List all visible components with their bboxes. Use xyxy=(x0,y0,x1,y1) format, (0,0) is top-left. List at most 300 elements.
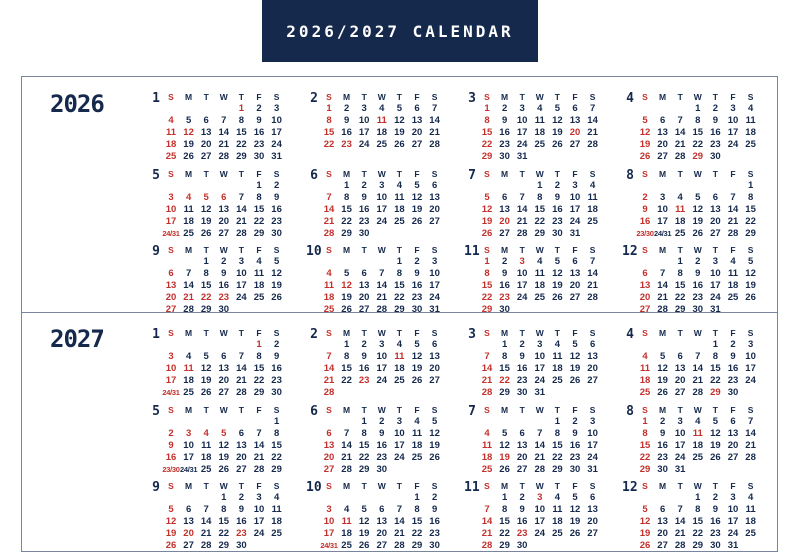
day-cell: 6 xyxy=(589,339,596,350)
day-cell: 14 xyxy=(323,204,335,216)
day-cell: 24 xyxy=(394,452,405,464)
day-cell: 18 xyxy=(745,127,756,139)
day-cell: 10 xyxy=(236,268,247,280)
day-cell: 30 xyxy=(499,304,510,316)
month-number: 6 xyxy=(310,404,318,419)
day-cell: 22 xyxy=(253,375,265,387)
day-cell: 23 xyxy=(236,528,247,540)
day-cell: 1 xyxy=(695,492,701,503)
day-cell: 28 xyxy=(745,452,756,464)
day-cell: 22 xyxy=(499,528,510,540)
day-cell: 18 xyxy=(200,452,212,464)
day-cell: 23 xyxy=(710,528,721,540)
day-cell: 25 xyxy=(200,464,212,476)
weekday-header: F xyxy=(572,481,578,491)
day-cell: 3 xyxy=(168,351,174,363)
day-cell: 23 xyxy=(358,216,370,228)
day-cell: 20 xyxy=(200,139,212,151)
day-cell: 19 xyxy=(745,280,756,292)
weekday-header: T xyxy=(396,245,402,255)
day-cell: 19 xyxy=(200,375,212,387)
day-cell: 4 xyxy=(730,256,736,267)
day-cell: 27 xyxy=(218,228,230,240)
weekday-header: M xyxy=(185,481,193,491)
day-cell: 22 xyxy=(236,139,247,151)
day-cell: 10 xyxy=(429,268,440,280)
day-cell: 21 xyxy=(376,292,388,304)
day-cell: 29 xyxy=(358,464,370,476)
day-cell: 8 xyxy=(501,504,508,516)
day-cell: 10 xyxy=(323,516,335,528)
day-cell: 29 xyxy=(710,387,721,399)
day-cell: 7 xyxy=(221,115,227,127)
day-cell: 7 xyxy=(238,351,245,363)
weekday-header: F xyxy=(730,481,736,491)
day-cell: 17 xyxy=(745,363,756,375)
day-cell: 6 xyxy=(730,416,736,427)
weekday-header: T xyxy=(396,169,402,179)
weekday-header: T xyxy=(361,92,367,102)
day-cell: 22 xyxy=(552,452,563,464)
day-cell: 11 xyxy=(411,428,423,440)
weekday-header: T xyxy=(677,405,683,415)
day-cell: 16 xyxy=(516,516,528,528)
day-cell: 17 xyxy=(253,516,265,528)
day-cell: 19 xyxy=(411,363,423,375)
day-cell: 26 xyxy=(411,375,423,387)
day-cell: 24 xyxy=(253,528,265,540)
day-cell: 18 xyxy=(394,204,405,216)
day-cell: 26 xyxy=(394,139,405,151)
day-cell: 27 xyxy=(657,151,668,163)
day-cell: 24 xyxy=(358,139,370,151)
day-cell: 5 xyxy=(572,492,578,503)
day-cell: 14 xyxy=(727,204,739,216)
day-cell: 20 xyxy=(323,452,335,464)
day-cell: 5 xyxy=(396,103,403,114)
day-cell: 30 xyxy=(710,151,721,163)
day-cell: 5 xyxy=(414,180,420,191)
day-cell: 11 xyxy=(165,127,177,139)
day-cell: 20 xyxy=(165,292,177,304)
day-cell: 14 xyxy=(587,268,598,280)
weekday-header: F xyxy=(730,92,736,102)
day-cell: 16 xyxy=(499,280,510,292)
day-cell: 25 xyxy=(394,216,405,228)
day-cell: 1 xyxy=(501,339,508,350)
weekday-header: W xyxy=(535,481,544,491)
day-cell: 16 xyxy=(429,516,440,528)
day-cell: 29 xyxy=(253,228,265,240)
day-cell: 23 xyxy=(692,292,704,304)
weekday-header: F xyxy=(572,169,578,179)
day-cell: 21 xyxy=(200,528,212,540)
day-cell: 23 xyxy=(429,528,440,540)
day-cell: 24 xyxy=(534,528,546,540)
day-cell: 19 xyxy=(165,528,177,540)
day-cell: 8 xyxy=(203,268,209,280)
day-cell: 21 xyxy=(674,139,686,151)
year-label-2026: 2026 xyxy=(50,90,104,118)
day-cell: 20 xyxy=(516,452,528,464)
day-cell: 4 xyxy=(168,115,174,127)
day-cell: 30 xyxy=(253,151,265,163)
day-cell: 25 xyxy=(692,452,704,464)
day-cell: 29 xyxy=(499,387,510,399)
day-cell: 17 xyxy=(534,363,546,375)
day-cell: 6 xyxy=(519,428,525,440)
day-cell: 27 xyxy=(499,228,510,240)
day-cell: 30 xyxy=(516,540,528,552)
day-cell: 16 xyxy=(271,204,282,216)
weekday-header: S xyxy=(747,169,754,179)
weekday-header: T xyxy=(203,481,209,491)
day-cell: 20 xyxy=(429,204,440,216)
day-cell: 23 xyxy=(710,139,721,151)
weekday-header: W xyxy=(219,245,228,255)
day-cell: 21 xyxy=(236,216,247,228)
day-cell: 2 xyxy=(256,103,262,114)
weekday-header: W xyxy=(377,328,386,338)
day-cell: 12 xyxy=(183,127,194,139)
day-cell: 3 xyxy=(185,428,192,440)
day-cell: 7 xyxy=(537,428,543,440)
weekday-header: F xyxy=(572,328,578,338)
day-cell: 19 xyxy=(218,452,230,464)
day-cell: 1 xyxy=(343,180,350,191)
day-cell: 14 xyxy=(183,280,194,292)
day-cell: 9 xyxy=(221,268,227,280)
day-cell: 24 xyxy=(710,292,721,304)
day-cell: 10 xyxy=(183,440,194,452)
day-cell: 13 xyxy=(569,115,581,127)
day-cell: 29 xyxy=(253,387,265,399)
day-cell: 27 xyxy=(569,292,581,304)
day-cell: 13 xyxy=(674,363,686,375)
day-cell: 1 xyxy=(642,416,648,427)
day-cell: 9 xyxy=(343,115,350,127)
day-cell: 7 xyxy=(203,504,209,516)
day-cell: 30 xyxy=(236,540,247,552)
day-cell: 30 xyxy=(271,387,282,399)
weekday-header: T xyxy=(203,92,209,102)
weekday-header: T xyxy=(361,481,367,491)
day-cell: 21 xyxy=(745,440,756,452)
day-cell: 2 xyxy=(519,339,525,350)
weekday-header: F xyxy=(256,169,262,179)
day-cell: 16 xyxy=(411,280,423,292)
day-cell: 18 xyxy=(253,280,265,292)
weekday-header: F xyxy=(414,92,420,102)
day-cell: 8 xyxy=(361,428,367,440)
day-cell: 16 xyxy=(341,127,352,139)
weekday-header: S xyxy=(168,481,174,491)
day-cell: 8 xyxy=(238,115,245,127)
day-cell: 3 xyxy=(396,416,403,427)
day-cell: 24 xyxy=(745,375,756,387)
day-cell: 15 xyxy=(639,440,651,452)
day-cell: 7 xyxy=(747,416,754,427)
day-cell: 25 xyxy=(165,151,177,163)
day-cell: 6 xyxy=(326,428,332,440)
day-cell: 2 xyxy=(221,256,227,267)
day-cell: 23 xyxy=(218,292,230,304)
day-cell: 5 xyxy=(501,428,508,440)
day-cell: 21 xyxy=(236,375,247,387)
day-cell: 12 xyxy=(692,204,704,216)
day-cell: 14 xyxy=(200,516,212,528)
day-cell: 28 xyxy=(534,464,546,476)
weekday-header: M xyxy=(659,328,667,338)
day-cell: 4 xyxy=(537,103,543,114)
day-cell: 8 xyxy=(712,351,719,363)
weekday-header: T xyxy=(238,328,244,338)
weekday-header: S xyxy=(431,328,438,338)
day-cell: 22 xyxy=(639,452,651,464)
day-cell: 19 xyxy=(657,375,668,387)
day-cell: 16 xyxy=(569,440,581,452)
weekday-header: T xyxy=(396,405,402,415)
day-cell: 13 xyxy=(200,127,212,139)
day-cell: 25 xyxy=(323,304,335,316)
day-cell: 8 xyxy=(677,268,683,280)
day-cell: 9 xyxy=(238,504,245,516)
day-cell: 19 xyxy=(552,127,563,139)
day-cell: 14 xyxy=(534,440,546,452)
weekday-header: S xyxy=(484,405,490,415)
weekday-header: M xyxy=(343,328,351,338)
day-cell: 8 xyxy=(343,351,350,363)
day-cell: 12 xyxy=(710,428,721,440)
day-cell: 26 xyxy=(218,464,230,476)
day-cell: 27 xyxy=(376,540,388,552)
day-cell: 28 xyxy=(674,151,686,163)
day-cell: 27 xyxy=(411,139,423,151)
weekday-header: W xyxy=(219,328,228,338)
day-cell: 23 xyxy=(358,375,370,387)
weekday-header: M xyxy=(501,245,509,255)
day-cell: 28 xyxy=(218,151,230,163)
day-cell: 7 xyxy=(396,504,403,516)
day-cell: 31 xyxy=(587,464,598,476)
day-cell: 15 xyxy=(253,204,265,216)
day-cell: 2 xyxy=(414,256,420,267)
weekday-header: S xyxy=(747,245,754,255)
day-cell: 20 xyxy=(411,127,423,139)
day-cell: 10 xyxy=(569,192,581,204)
weekday-header: T xyxy=(519,169,525,179)
weekday-header: T xyxy=(396,328,402,338)
day-cell: 27 xyxy=(657,540,668,552)
day-cell: 30 xyxy=(411,304,423,316)
weekday-header: T xyxy=(361,328,367,338)
day-cell: 23 xyxy=(341,139,352,151)
day-cell: 2 xyxy=(273,339,280,350)
day-cell: 8 xyxy=(554,428,561,440)
weekday-header: M xyxy=(659,92,667,102)
day-cell: 26 xyxy=(745,292,756,304)
day-cell: 15 xyxy=(674,280,686,292)
day-cell: 24/31 xyxy=(320,541,338,551)
day-cell: 25 xyxy=(674,228,686,240)
weekday-header: F xyxy=(730,328,736,338)
day-cell: 5 xyxy=(554,103,561,114)
day-cell: 5 xyxy=(484,192,490,204)
day-cell: 8 xyxy=(414,504,420,516)
day-cell: 23 xyxy=(727,375,739,387)
day-cell: 11 xyxy=(183,363,194,375)
day-cell: 3 xyxy=(256,492,262,503)
weekday-header: T xyxy=(203,169,209,179)
day-cell: 11 xyxy=(183,204,194,216)
month-block-2027-7 xyxy=(464,403,604,476)
month-block-2027-2 xyxy=(306,326,446,399)
day-cell: 17 xyxy=(358,127,370,139)
day-cell: 15 xyxy=(411,516,423,528)
day-cell: 26 xyxy=(411,216,423,228)
day-cell: 28 xyxy=(200,540,212,552)
day-cell: 2 xyxy=(695,256,701,267)
day-cell: 28 xyxy=(323,228,335,240)
day-cell: 6 xyxy=(572,103,578,114)
day-cell: 4 xyxy=(554,492,561,503)
month-block-2026-3 xyxy=(464,90,604,163)
day-cell: 3 xyxy=(361,103,367,114)
weekday-header: S xyxy=(273,169,280,179)
day-cell: 10 xyxy=(534,351,546,363)
day-cell: 28 xyxy=(727,228,739,240)
day-cell: 9 xyxy=(730,351,736,363)
day-cell: 7 xyxy=(589,256,596,267)
day-cell: 14 xyxy=(674,127,686,139)
day-cell: 30 xyxy=(429,540,440,552)
day-cell: 14 xyxy=(745,428,756,440)
day-cell: 6 xyxy=(379,504,385,516)
day-cell: 19 xyxy=(341,292,352,304)
weekday-header: W xyxy=(535,328,544,338)
weekday-header: W xyxy=(219,92,228,102)
weekday-header: S xyxy=(747,92,754,102)
day-cell: 10 xyxy=(534,504,546,516)
weekday-header: W xyxy=(535,245,544,255)
day-cell: 21 xyxy=(218,139,230,151)
day-cell: 28 xyxy=(587,292,598,304)
day-cell: 29 xyxy=(481,304,493,316)
day-cell: 15 xyxy=(218,516,230,528)
day-cell: 17 xyxy=(183,452,194,464)
day-cell: 2 xyxy=(519,492,525,503)
day-cell: 1 xyxy=(238,103,245,114)
weekday-header: W xyxy=(377,405,386,415)
day-cell: 18 xyxy=(587,204,598,216)
day-cell: 23 xyxy=(271,216,282,228)
day-cell: 22 xyxy=(499,375,510,387)
day-cell: 1 xyxy=(501,492,508,503)
day-cell: 13 xyxy=(710,204,721,216)
weekday-header: T xyxy=(712,245,718,255)
day-cell: 9 xyxy=(361,192,367,204)
day-cell: 13 xyxy=(499,204,510,216)
day-cell: 24 xyxy=(587,452,598,464)
weekday-header: S xyxy=(168,245,174,255)
day-cell: 12 xyxy=(639,516,651,528)
day-cell: 2 xyxy=(642,192,648,204)
day-cell: 10 xyxy=(165,363,177,375)
day-cell: 14 xyxy=(481,516,493,528)
day-cell: 15 xyxy=(271,440,282,452)
day-cell: 1 xyxy=(203,256,209,267)
day-cell: 22 xyxy=(218,528,230,540)
day-cell: 2 xyxy=(361,339,367,350)
day-cell: 12 xyxy=(411,351,423,363)
day-cell: 1 xyxy=(712,339,719,350)
weekday-header: T xyxy=(519,92,525,102)
day-cell: 5 xyxy=(273,256,280,267)
day-cell: 3 xyxy=(168,192,174,204)
day-cell: 16 xyxy=(358,204,370,216)
day-cell: 11 xyxy=(727,268,739,280)
day-cell: 14 xyxy=(218,127,230,139)
day-cell: 20 xyxy=(218,375,230,387)
day-cell: 27 xyxy=(727,452,739,464)
day-cell: 28 xyxy=(236,387,247,399)
day-cell: 14 xyxy=(429,115,440,127)
day-cell: 11 xyxy=(323,280,335,292)
day-cell: 3 xyxy=(431,256,438,267)
weekday-header: T xyxy=(519,245,525,255)
day-cell: 17 xyxy=(674,440,686,452)
weekday-header: M xyxy=(501,328,509,338)
day-cell: 19 xyxy=(692,216,704,228)
day-cell: 10 xyxy=(394,428,405,440)
day-cell: 20 xyxy=(587,363,598,375)
day-cell: 25 xyxy=(271,528,282,540)
month-number: 3 xyxy=(468,91,476,106)
month-number: 11 xyxy=(464,244,480,259)
day-cell: 15 xyxy=(481,127,493,139)
weekday-header: S xyxy=(326,405,332,415)
day-cell: 10 xyxy=(516,115,528,127)
day-cell: 12 xyxy=(411,192,423,204)
day-cell: 23 xyxy=(516,528,528,540)
day-cell: 9 xyxy=(519,504,525,516)
day-cell: 16 xyxy=(692,280,704,292)
day-cell: 15 xyxy=(200,280,212,292)
day-cell: 8 xyxy=(537,192,543,204)
day-cell: 31 xyxy=(710,304,721,316)
weekday-header: S xyxy=(484,245,490,255)
day-cell: 17 xyxy=(587,440,598,452)
day-cell: 6 xyxy=(238,428,245,440)
day-cell: 20 xyxy=(429,363,440,375)
day-cell: 26 xyxy=(165,540,177,552)
day-cell: 13 xyxy=(376,516,388,528)
month-number: 6 xyxy=(310,168,318,183)
month-block-2026-10 xyxy=(306,243,446,316)
day-cell: 2 xyxy=(572,416,578,427)
day-cell: 15 xyxy=(710,363,721,375)
weekday-header: F xyxy=(414,328,420,338)
weekday-header: W xyxy=(535,92,544,102)
day-cell: 8 xyxy=(256,192,262,204)
day-cell: 19 xyxy=(271,280,282,292)
day-cell: 17 xyxy=(516,127,528,139)
weekday-header: F xyxy=(572,405,578,415)
day-cell: 18 xyxy=(692,440,704,452)
weekday-header: F xyxy=(414,481,420,491)
day-cell: 22 xyxy=(253,216,265,228)
weekday-header: S xyxy=(589,92,596,102)
